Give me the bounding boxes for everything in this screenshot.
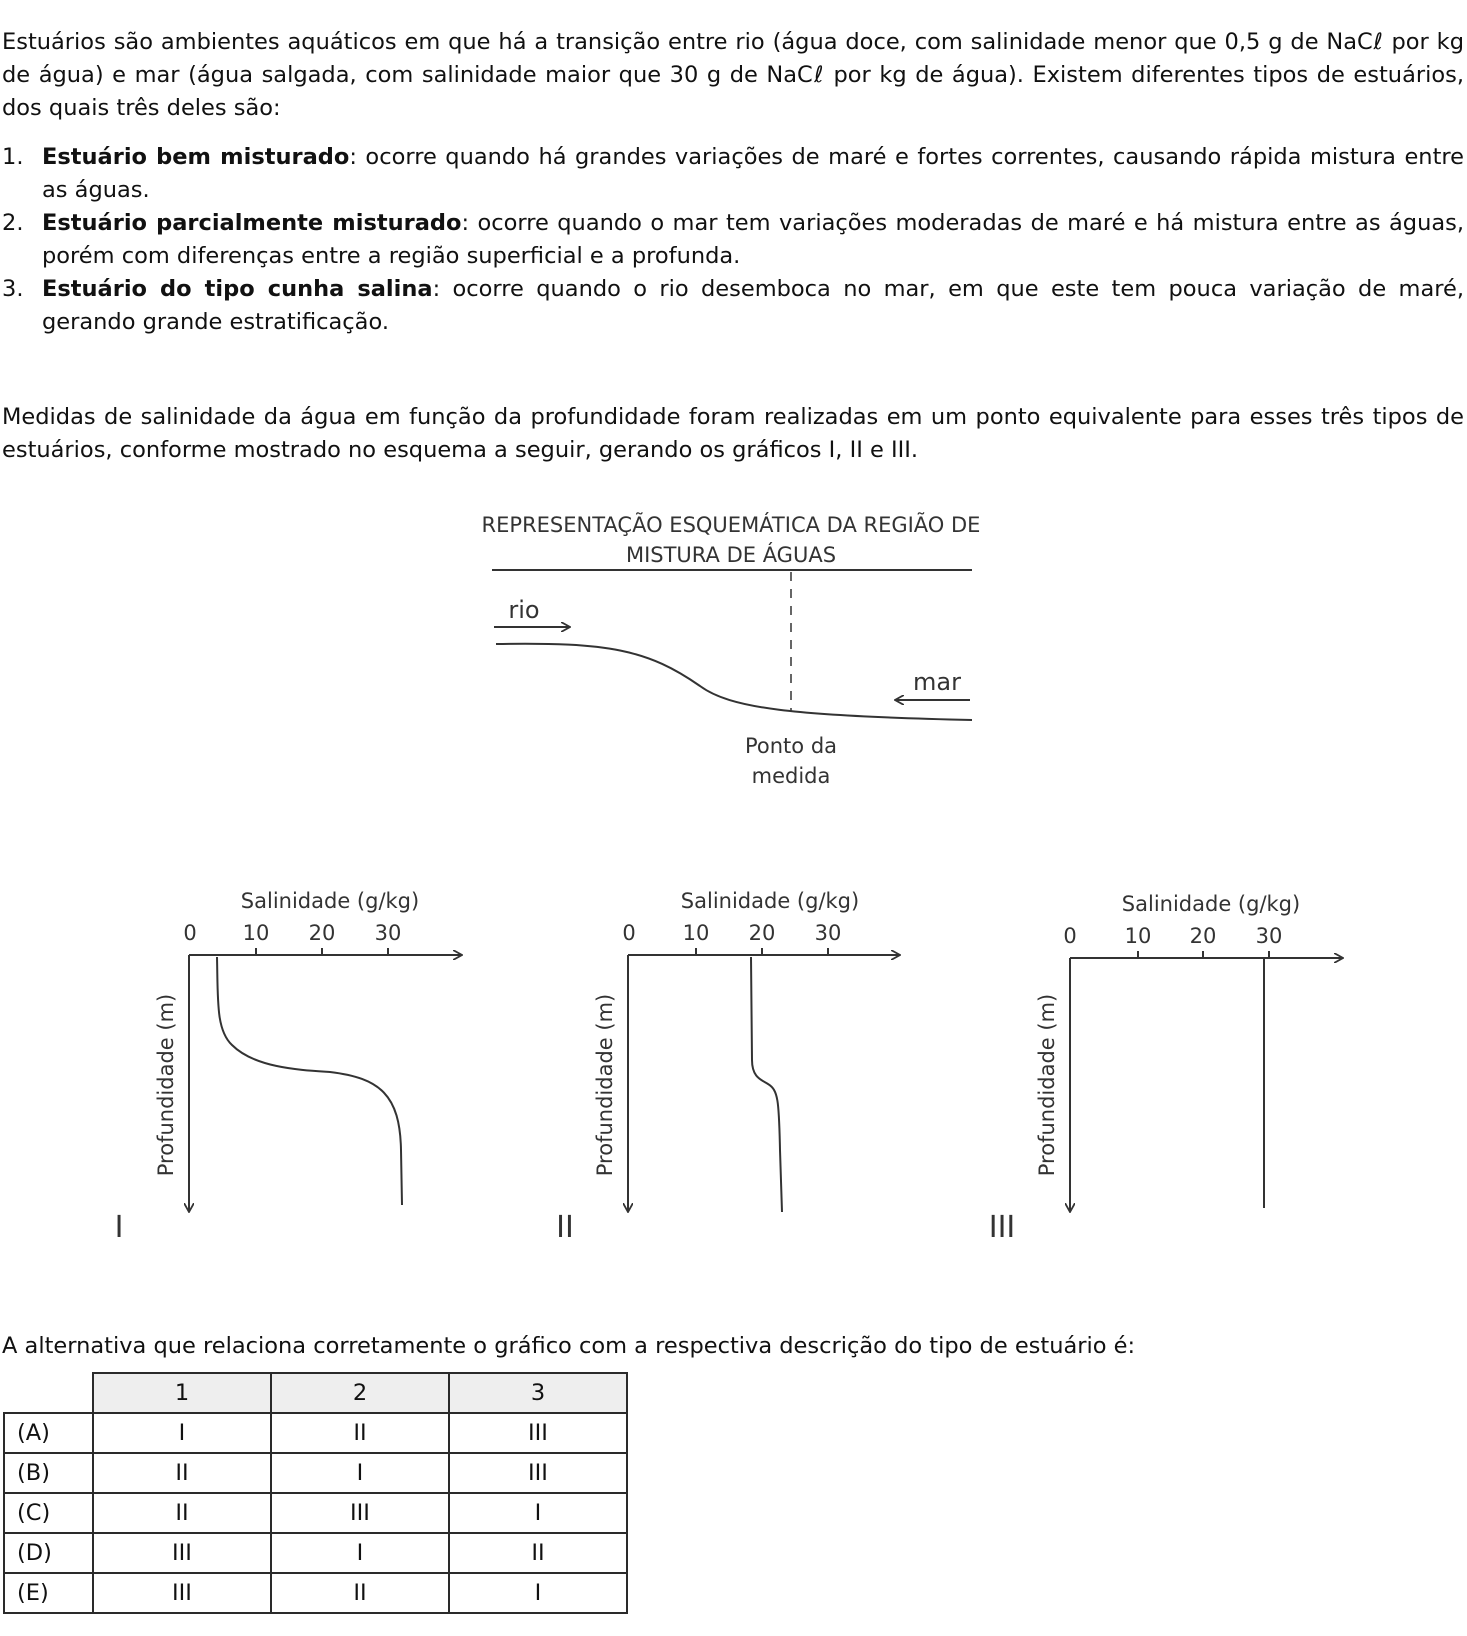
question-text: A alternativa que relaciona corretamente o gráfico com a respectiva descrição do tipo de estuário é: <box>2 1332 1136 1359</box>
table-row <box>4 1493 627 1533</box>
tick-label: 20 <box>308 921 336 945</box>
table-cell: II <box>449 1533 627 1573</box>
salinity-curve <box>751 957 782 1212</box>
answer-table <box>3 1372 628 1614</box>
table-cell: III <box>93 1573 271 1613</box>
table-cell: I <box>449 1573 627 1613</box>
table-cell: I <box>449 1493 627 1533</box>
tick-label: 20 <box>1189 924 1217 948</box>
column-header: 3 <box>449 1373 627 1413</box>
graph-iii <box>989 892 1343 1245</box>
tick-label: 30 <box>814 921 842 945</box>
tick-label: 10 <box>1124 924 1152 948</box>
table-cell: III <box>271 1493 449 1533</box>
salinity-curve <box>217 957 402 1205</box>
list-number: 2. <box>2 210 24 236</box>
type-term: Estuário do tipo cunha salina <box>42 276 433 302</box>
tick-label: 10 <box>682 921 710 945</box>
table-cell: III <box>449 1413 627 1453</box>
y-axis-title: Profundidade (m) <box>154 993 178 1177</box>
option-label: (C) <box>4 1493 93 1533</box>
type-description: : ocorre quando o rio desemboca no mar, em que este tem pouca variação de maré, gerando grande estratificação. <box>42 276 1464 335</box>
type-term: Estuário bem misturado <box>42 144 350 170</box>
tick-label: 0 <box>183 921 197 945</box>
option-label: (E) <box>4 1573 93 1613</box>
table-row <box>4 1413 627 1453</box>
table-cell: II <box>271 1413 449 1453</box>
table-cell: III <box>449 1453 627 1493</box>
option-label: (A) <box>4 1413 93 1453</box>
schematic-title: MISTURA DE ÁGUAS <box>625 543 837 567</box>
table-cell: I <box>271 1533 449 1573</box>
halocline-curve <box>496 644 972 720</box>
graph-roman-label: II <box>556 1210 574 1245</box>
table-cell: III <box>93 1533 271 1573</box>
sea-label: mar <box>913 668 961 696</box>
x-axis-title: Salinidade (g/kg) <box>680 889 860 913</box>
column-header: 2 <box>271 1373 449 1413</box>
type-description: : ocorre quando há grandes variações de maré e fortes correntes, causando rápida mistura entre as águas. <box>42 144 1464 203</box>
list-number: 3. <box>2 276 24 302</box>
table-row <box>4 1573 627 1613</box>
tick-label: 0 <box>622 921 636 945</box>
point-label: medida <box>751 764 831 788</box>
option-label: (B) <box>4 1453 93 1493</box>
y-axis-title: Profundidade (m) <box>1035 993 1059 1177</box>
tick-label: 30 <box>374 921 402 945</box>
tick-label: 20 <box>748 921 776 945</box>
table-row <box>4 1533 627 1573</box>
point-label: Ponto da <box>744 734 838 758</box>
tick-label: 0 <box>1063 924 1077 948</box>
x-axis-title: Salinidade (g/kg) <box>1121 892 1301 916</box>
table-header-row <box>4 1373 627 1413</box>
river-label: rio <box>508 596 540 624</box>
graph-i <box>115 889 462 1245</box>
table-row <box>4 1453 627 1493</box>
schematic-diagram <box>482 511 981 788</box>
measurement-paragraph: Medidas de salinidade da água em função da profundidade foram realizadas em um ponto equivalente para esses três tipos de estuários, conforme mostrado no esquema a seguir, gerando os gráficos I, II e III. <box>2 403 1464 463</box>
type-description: : ocorre quando o mar tem variações moderadas de maré e há mistura entre as águas, porém com diferenças entre a região superficial e a profunda. <box>42 210 1464 269</box>
x-axis-title: Salinidade (g/kg) <box>240 889 420 913</box>
column-header: 1 <box>93 1373 271 1413</box>
intro-paragraph: Estuários são ambientes aquáticos em que há a transição entre rio (água doce, com salinidade menor que 0,5 g de NaCℓ por kg de água) e mar (água salgada, com salinidade maior que 30 g de NaCℓ por kg de água). Existem diferentes tipos de estuários, dos quais três deles são: <box>2 28 1464 121</box>
y-axis-title: Profundidade (m) <box>593 993 617 1177</box>
option-label: (D) <box>4 1533 93 1573</box>
graph-roman-label: III <box>988 1210 1016 1245</box>
tick-label: 30 <box>1255 924 1283 948</box>
table-cell: II <box>93 1493 271 1533</box>
table-cell: I <box>93 1413 271 1453</box>
table-cell: I <box>271 1453 449 1493</box>
table-cell: II <box>93 1453 271 1493</box>
graph-roman-label: I <box>114 1210 124 1245</box>
table-cell: II <box>271 1573 449 1613</box>
list-number: 1. <box>2 144 24 170</box>
type-term: Estuário parcialmente misturado <box>42 210 462 236</box>
table-corner-cell <box>4 1373 93 1413</box>
tick-label: 10 <box>242 921 270 945</box>
graph-ii <box>556 889 900 1245</box>
schematic-title: REPRESENTAÇÃO ESQUEMÁTICA DA REGIÃO DE <box>481 513 981 537</box>
